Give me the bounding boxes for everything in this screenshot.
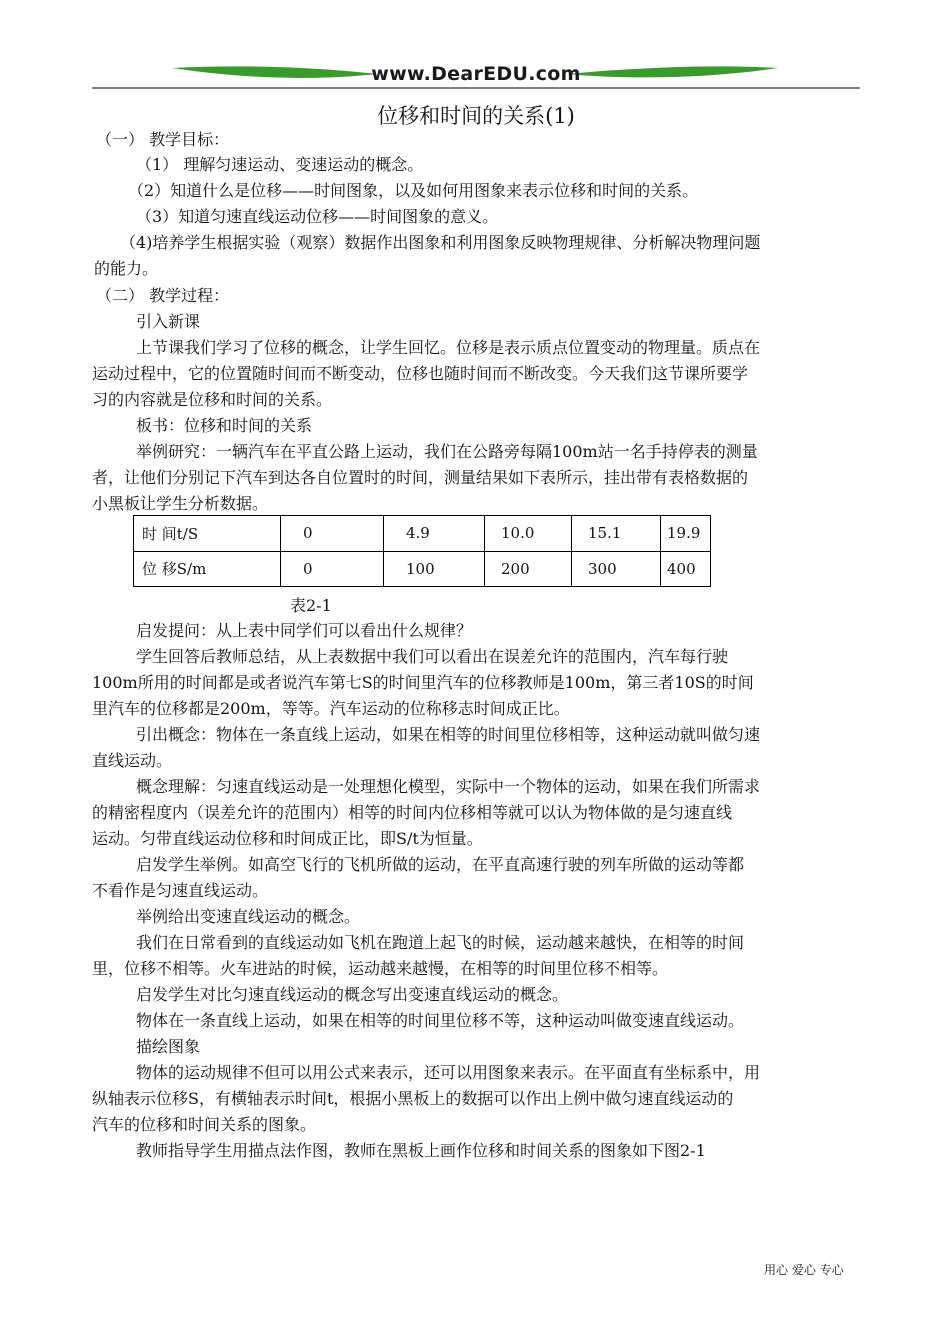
subheading: 描绘图象 xyxy=(136,1037,201,1056)
paragraph-line: 运动。匀带直线运动位移和时间成正比，即S/t为恒量。 xyxy=(92,829,483,848)
data-table xyxy=(133,515,711,587)
paragraph-line: 100m所用的时间都是或者说汽车第七S的时间里汽车的位移教师是100m，第三者10S的时间 xyxy=(92,673,754,692)
table-cell: 位 移S/m xyxy=(134,551,281,587)
table-cell: 200 xyxy=(485,551,572,587)
paragraph-line: 纵轴表示位移S，有横轴表示时间t，根据小黑板上的数据可以作出上例中做匀速直线运动的 xyxy=(92,1089,734,1108)
paragraph-line: 启发提问：从上表中同学们可以看出什么规律？ xyxy=(136,621,473,640)
table-cell: 10.0 xyxy=(485,516,572,552)
table-cell: 19.9 xyxy=(661,516,711,552)
subheading: 引入新课 xyxy=(136,312,201,331)
paragraph-line: 启发学生对比匀速直线运动的概念写出变速直线运动的概念。 xyxy=(136,985,569,1004)
paragraph-line: 汽车的位移和时间关系的图象。 xyxy=(92,1115,317,1134)
table-cell: 300 xyxy=(572,551,661,587)
table-cell: 4.9 xyxy=(384,516,485,552)
objective-item: （2）知道什么是位移——时间图象，以及如何用图象来表示位移和时间的关系。 xyxy=(128,181,699,200)
paragraph-line: 举例给出变速直线运动的概念。 xyxy=(136,907,361,926)
table-cell: 0 xyxy=(281,551,384,587)
table-caption: 表2-1 xyxy=(290,596,332,615)
section-heading: （二） 教学过程： xyxy=(96,286,230,305)
site-header xyxy=(92,58,860,92)
paragraph-line: 物体的运动规律不但可以用公式来表示，还可以用图象来表示。在平面直有坐标系中，用 xyxy=(136,1063,761,1082)
section-heading: （一） 教学目标： xyxy=(96,130,230,149)
paragraph-line: 里汽车的位移都是200m，等等。汽车运动的位称移志时间成正比。 xyxy=(92,699,570,718)
paragraph-line: 引出概念：物体在一条直线上运动，如果在相等的时间里位移相等，这种运动就叫做匀速 xyxy=(136,725,761,744)
paragraph-line: 运动过程中，它的位置随时间而不断变动，位移也随时间而不断改变。今天我们这节课所要学 xyxy=(92,364,749,383)
objective-item: （4)培养学生根据实验（观察）数据作出图象和利用图象反映物理规律、分析解决物理问题 xyxy=(120,233,761,252)
paragraph-line: 上节课我们学习了位移的概念，让学生回忆。位移是表示质点位置变动的物理量。质点在 xyxy=(136,338,761,357)
table-cell: 时 间t/S xyxy=(134,516,281,552)
paragraph-line: 举例研究：一辆汽车在平直公路上运动，我们在公路旁每隔100m站一名手持停表的测量 xyxy=(136,442,758,461)
table-row xyxy=(134,516,711,552)
objective-item: （1） 理解匀速运动、变速运动的概念。 xyxy=(136,155,424,174)
table-cell: 0 xyxy=(281,516,384,552)
paragraph-line: 概念理解：匀速直线运动是一处理想化模型，实际中一个物体的运动，如果在我们所需求 xyxy=(136,777,761,796)
paragraph-line: 不看作是匀速直线运动。 xyxy=(92,881,269,900)
paragraph-line: 教师指导学生用描点法作图，教师在黑板上画作位移和时间关系的图象如下图2-1 xyxy=(136,1141,706,1160)
paragraph-line: 者，让他们分别记下汽车到达各自位置时的时间，测量结果如下表所示，挂出带有表格数据的 xyxy=(92,468,749,487)
paragraph-line: 板书：位移和时间的关系 xyxy=(136,416,313,435)
paragraph-line: 小黑板让学生分析数据。 xyxy=(92,494,269,513)
paragraph-line: 物体在一条直线上运动，如果在相等的时间里位移不等，这种运动叫做变速直线运动。 xyxy=(136,1011,745,1030)
table-cell: 100 xyxy=(384,551,485,587)
paragraph-line: 直线运动。 xyxy=(92,751,173,770)
objective-item-continuation: 的能力。 xyxy=(94,259,159,278)
objective-item: （3）知道匀速直线运动位移——时间图象的意义。 xyxy=(136,207,499,226)
site-url: www.DearEDU.com xyxy=(371,63,581,85)
table-cell: 15.1 xyxy=(572,516,661,552)
paragraph-line: 学生回答后教师总结，从上表数据中我们可以看出在误差允许的范围内，汽车每行驶 xyxy=(136,647,729,666)
paragraph-line: 启发学生举例。如高空飞行的飞机所做的运动，在平直高速行驶的列车所做的运动等都 xyxy=(136,855,745,874)
paragraph-line: 我们在日常看到的直线运动如飞机在跑道上起飞的时候，运动越来越快，在相等的时间 xyxy=(136,933,745,952)
paragraph-line: 的精密程度内（误差允许的范围内）相等的时间内位移相等就可以认为物体做的是匀速直线 xyxy=(92,803,733,822)
table-row xyxy=(134,551,711,587)
page-title: 位移和时间的关系(1) xyxy=(377,104,575,128)
page-footer: 用心 爱心 专心 xyxy=(764,1263,844,1277)
table-cell: 400 xyxy=(661,551,711,587)
paragraph-line: 习的内容就是位移和时间的关系。 xyxy=(92,390,333,409)
paragraph-line: 里，位移不相等。火车进站的时候，运动越来越慢，在相等的时间里位移不相等。 xyxy=(92,959,669,978)
